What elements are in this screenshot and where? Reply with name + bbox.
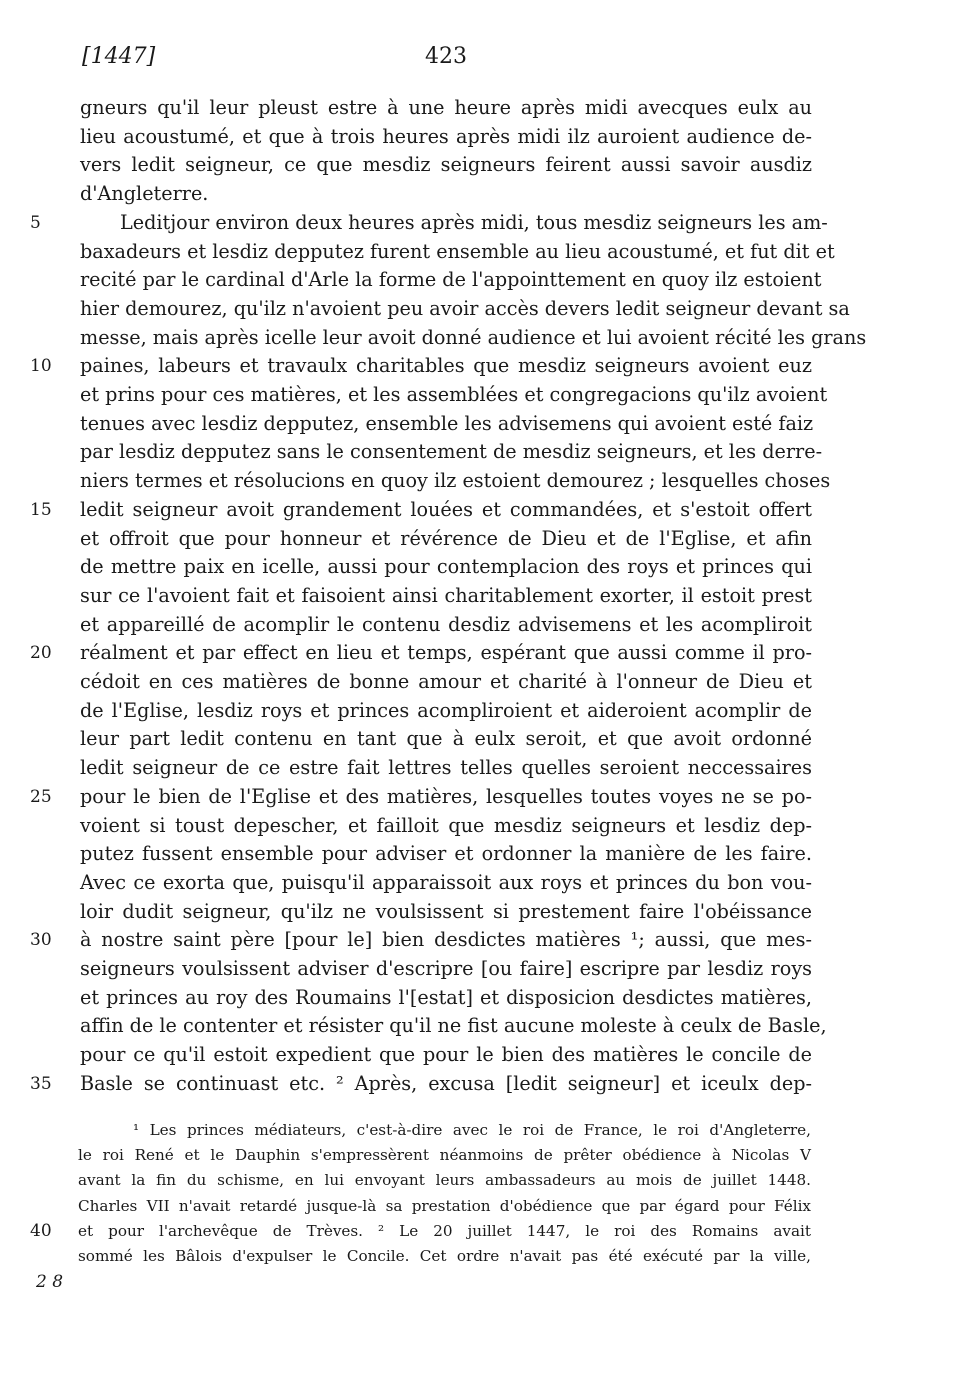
text-line: sur ce l'avoient fait et faisoient ainsi charitablement exorter, il estoit prest xyxy=(80,583,812,607)
text-line: recité par le cardinal d'Arle la forme de l'appointtement en quoy ilz estoient xyxy=(80,268,822,292)
text-line: baxadeurs et lesdiz depputez furent ensemble au lieu acoustumé, et fut dit et xyxy=(80,239,835,263)
text-line: voient si toust depescher, et failloit que mesdiz seigneurs et lesdiz dep- xyxy=(80,813,812,837)
text-line: seigneurs voulsissent adviser d'escripre [ou faire] escripre par lesdiz roys xyxy=(80,957,812,980)
text-line: ledit seigneur de ce estre fait lettres telles quelles seroient neccessaires xyxy=(80,756,812,780)
text-line: à nostre saint père [pour le] bien desdictes matières ¹; aussi, que mes- xyxy=(80,928,812,952)
text-line: et appareillé de acomplir le contenu desdiz advisemens et les acompliroit xyxy=(80,612,812,636)
footnote-line: sommé les Bâlois d'expulser le Concile. Cet ordre n'avait pas été exécuté par la ville, xyxy=(78,1247,811,1265)
line-number: 5 xyxy=(30,212,41,233)
text-line: d'Angleterre. xyxy=(80,182,209,206)
line-number: 30 xyxy=(30,930,52,951)
footnote-line-number: 40 xyxy=(30,1220,52,1241)
page-number: 423 xyxy=(425,44,467,69)
line-number: 15 xyxy=(30,499,52,520)
footnote-line: Charles VII n'avait retardé jusque-là sa prestation d'obédience que par égard pour Félix xyxy=(78,1196,811,1215)
text-line: gneurs qu'il leur pleust estre à une heure après midi avecques eulx au xyxy=(80,96,812,119)
text-line: affin de le contenter et résister qu'il ne fist aucune moleste à ceulx de Basle, xyxy=(80,1014,827,1038)
text-line: leur part ledit contenu en tant que à eulx seroit, et que avoit ordonné xyxy=(80,727,812,751)
text-line: tenues avec lesdiz depputez, ensemble les advisemens qui avoient esté faiz xyxy=(80,411,814,435)
footnote-line: ¹ Les princes médiateurs, c'est-à-dire avec le roi de France, le roi d'Angleterre, xyxy=(133,1121,811,1139)
text-line: hier demourez, qu'ilz n'avoient peu avoir accès devers ledit seigneur devant sa xyxy=(80,296,850,320)
text-line: et prins pour ces matières, et les assemblées et congregacions qu'ilz avoient xyxy=(80,383,828,406)
text-line: vers ledit seigneur, ce que mesdiz seigneurs feirent aussi savoir ausdiz xyxy=(80,153,812,177)
line-number: 10 xyxy=(30,356,52,377)
line-number: 25 xyxy=(30,786,52,807)
line-number: 20 xyxy=(30,643,52,664)
text-line: pour le bien de l'Eglise et des matières, lesquelles toutes voyes ne se po- xyxy=(80,784,812,808)
text-line: de l'Eglise, lesdiz roys et princes acompliroient et aideroient acomplir de xyxy=(80,698,812,722)
text-line: Leditjour environ deux heures après midi, tous mesdiz seigneurs les am- xyxy=(120,210,828,234)
footnote-line: avant la fin du schisme, en lui envoyant leurs ambassadeurs au mois de juillet 1448. xyxy=(78,1171,811,1190)
text-line: lieu acoustumé, et que à trois heures après midi ilz auroient audience de- xyxy=(80,124,812,148)
footnote-line: le roi René et le Dauphin s'empressèrent néanmoins de prêter obédience à Nicolas V xyxy=(78,1146,811,1165)
text-line: par lesdiz depputez sans le consentement de mesdiz seigneurs, et les derre- xyxy=(80,440,823,464)
line-number: 35 xyxy=(30,1073,52,1094)
text-line: pour ce qu'il estoit expedient que pour le bien des matières le concile de xyxy=(80,1043,812,1067)
text-line: et princes au roy des Roumains l'[estat] et disposicion desdictes matières, xyxy=(80,985,812,1009)
text-line: Basle se continuast etc. ² Après, excusa [ledit seigneur] et iceulx dep- xyxy=(80,1071,812,1095)
text-line: de mettre paix en icelle, aussi pour contemplacion des roys et princes qui xyxy=(80,555,812,579)
text-line: Avec ce exorta que, puisqu'il apparaissoit aux roys et princes du bon vou- xyxy=(80,870,812,894)
text-line: cédoit en ces matières de bonne amour et charité à l'onneur de Dieu et xyxy=(80,670,812,693)
text-line: ledit seigneur avoit grandement louées et commandées, et s'estoit offert xyxy=(80,497,812,521)
running-head-year: [1447] xyxy=(82,44,156,69)
text-line: loir dudit seigneur, qu'ilz ne voulsissent si prestement faire l'obéissance xyxy=(80,899,812,923)
text-line: réalment et par effect en lieu et temps, espérant que aussi comme il pro- xyxy=(80,641,812,665)
text-line: putez fussent ensemble pour adviser et ordonner la manière de les faire. xyxy=(80,842,812,866)
text-line: niers termes et résolucions en quoy ilz estoient demourez ; lesquelles choses xyxy=(80,469,831,493)
footnote-line: et pour l'archevêque de Trèves. ² Le 20 juillet 1447, le roi des Romains avait xyxy=(78,1221,811,1240)
text-line: paines, labeurs et travaulx charitables que mesdiz seigneurs avoient euz xyxy=(80,354,812,378)
text-line: et offroit que pour honneur et révérence de Dieu et de l'Eglise, et afin xyxy=(80,526,812,550)
text-line: messe, mais après icelle leur avoit donné audience et lui avoient récité les grans xyxy=(80,325,867,349)
signature-mark: 2 8 xyxy=(36,1272,64,1292)
